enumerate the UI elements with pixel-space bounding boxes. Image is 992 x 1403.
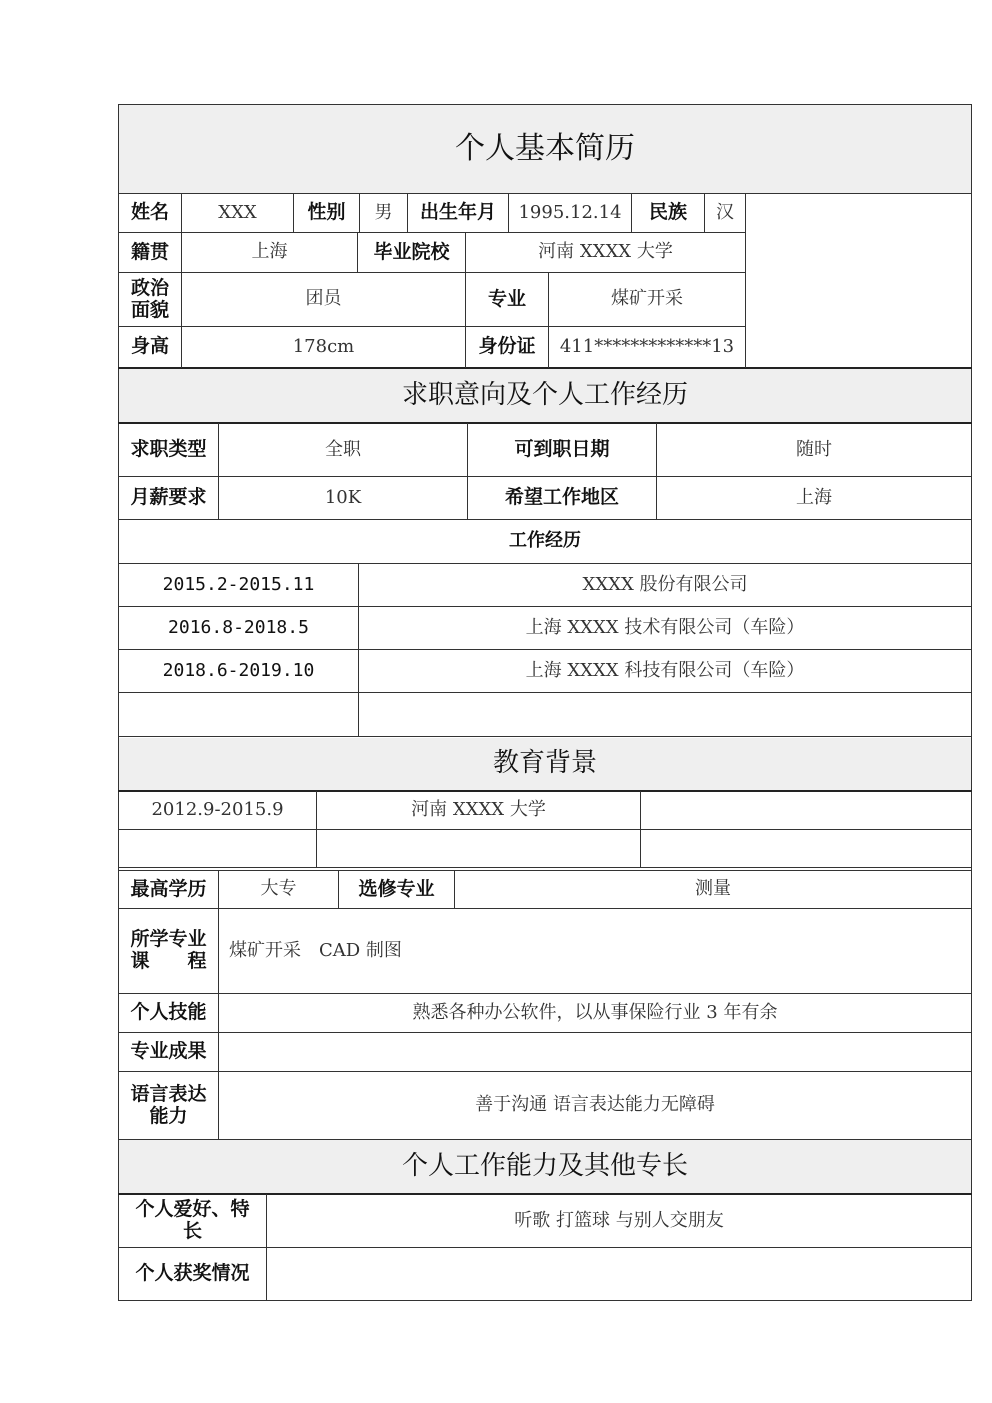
language-label: 语言表达 能力 <box>130 1082 207 1127</box>
height-label: 身高 <box>130 335 169 358</box>
work-period: 2015.2-2015.11 <box>162 573 315 595</box>
work-company: 上海 XXXX 科技有限公司（车险） <box>525 659 805 681</box>
work-period: 2018.6-2019.10 <box>162 659 315 681</box>
major-label: 专业 <box>487 287 526 310</box>
language-value: 善于沟通 语言表达能力无障碍 <box>475 1094 715 1116</box>
native-label: 籍贯 <box>130 240 169 263</box>
degree-value: 大专 <box>260 878 297 900</box>
education-period: 2012.9-2015.9 <box>151 799 284 821</box>
ethnic-value: 汉 <box>716 201 734 223</box>
work-history-title: 工作经历 <box>509 530 581 552</box>
start-date-value: 随时 <box>796 438 832 460</box>
birth-value: 1995.12.14 <box>518 201 622 223</box>
school-label: 毕业院校 <box>373 240 450 263</box>
salary-label: 月薪要求 <box>130 486 207 509</box>
school-value: 河南 XXXX 大学 <box>538 241 673 263</box>
achievements-value <box>219 1033 971 1071</box>
education-section-title: 教育背景 <box>492 748 597 779</box>
hobby-value: 听歌 打篮球 与别人交朋友 <box>514 1209 724 1231</box>
native-value: 上海 <box>251 241 288 263</box>
start-date-label: 可到职日期 <box>514 438 610 461</box>
page-title: 个人基本简历 <box>455 130 635 166</box>
achievements-label: 专业成果 <box>130 1040 207 1063</box>
courses-value: 煤矿开采 CAD 制图 <box>229 939 402 961</box>
degree-label: 最高学历 <box>130 877 207 900</box>
political-value: 团员 <box>305 288 342 310</box>
work-company: XXXX 股份有限公司 <box>582 573 748 595</box>
name-value: XXX <box>218 201 257 223</box>
skills-value: 熟悉各种办公软件，以从事保险行业 3 年有余 <box>412 1001 778 1023</box>
work-period: 2016.8-2018.5 <box>168 616 309 638</box>
gender-value: 男 <box>374 201 393 223</box>
major-value: 煤矿开采 <box>611 288 683 310</box>
elective-value: 测量 <box>695 878 731 900</box>
gender-label: 性别 <box>307 201 346 224</box>
location-label: 希望工作地区 <box>504 486 619 509</box>
hobby-label: 个人爱好、特 长 <box>135 1198 250 1242</box>
courses-label: 所学专业 课 程 <box>130 928 207 972</box>
name-label: 姓名 <box>130 201 169 224</box>
elective-label: 选修专业 <box>358 877 435 900</box>
intent-section-title: 求职意向及个人工作经历 <box>401 379 688 410</box>
job-type-label: 求职类型 <box>130 438 207 461</box>
awards-value <box>267 1248 971 1300</box>
birth-label: 出生年月 <box>419 201 496 224</box>
job-type-value: 全职 <box>325 438 361 460</box>
political-label: 政治 面貌 <box>130 276 169 321</box>
height-value: 178cm <box>292 335 355 357</box>
id-label: 身份证 <box>478 335 536 358</box>
awards-label: 个人获奖情况 <box>135 1262 250 1285</box>
ethnic-label: 民族 <box>648 201 687 224</box>
salary-value: 10K <box>324 486 362 508</box>
work-company: 上海 XXXX 技术有限公司（车险） <box>525 616 805 638</box>
id-value: 411*************13 <box>559 335 735 357</box>
education-school: 河南 XXXX 大学 <box>411 799 546 821</box>
location-value: 上海 <box>796 486 832 508</box>
other-section-title: 个人工作能力及其他专长 <box>401 1150 688 1181</box>
skills-label: 个人技能 <box>130 1001 207 1024</box>
